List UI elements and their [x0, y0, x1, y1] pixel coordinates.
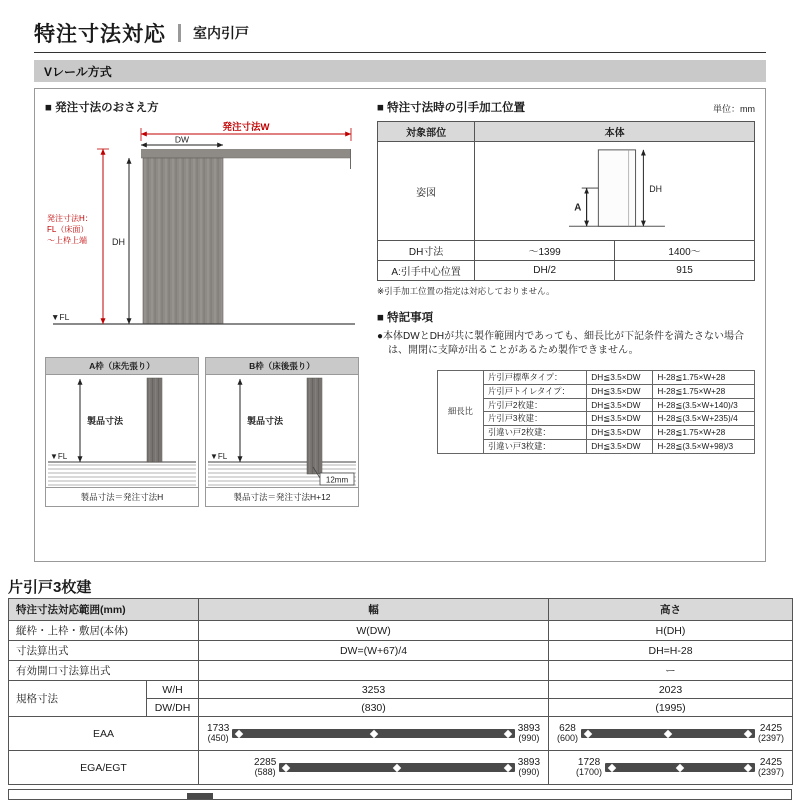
table-row — [438, 371, 755, 385]
row-label-standard: 規格寸法 — [9, 681, 147, 717]
product-dimension-label: 製品寸法 — [247, 416, 284, 426]
document-header — [34, 14, 766, 53]
main-content-box — [34, 88, 766, 562]
ratio-formula-h: H-28≦1.75×W+28 — [653, 371, 755, 385]
range-min-sub: (1700) — [576, 767, 603, 778]
range-bar — [581, 729, 755, 738]
offset-12mm-label: 12mm — [325, 475, 349, 485]
ega-height-range-cell — [549, 751, 793, 785]
standard-width-wh: 3253 — [199, 681, 549, 699]
range-min-sub: (450) — [207, 733, 229, 744]
spec-header-width: 幅 — [199, 599, 549, 621]
frame-a-header: A枠（床先張り） — [46, 358, 198, 375]
door-slab — [307, 378, 322, 474]
ratio-formula-h: H-28≦(3.5×W+140)/3 — [653, 398, 755, 412]
range-min-value: 628 — [559, 722, 576, 734]
ratio-formula-h: H-28≦(3.5×W+98)/3 — [653, 439, 755, 453]
top-rail — [141, 149, 351, 158]
table-row — [9, 661, 793, 681]
table-row — [438, 412, 755, 426]
row-label-opening: 有効開口寸法算出式 — [9, 661, 199, 681]
order-method-column — [45, 99, 363, 551]
body-height-symbol: H(DH) — [549, 621, 793, 641]
range-min-value: 1733 — [207, 722, 230, 734]
row-label-ega-egt: EGA/EGT — [9, 751, 199, 785]
ratio-formula-h: H-28≦1.75×W+28 — [653, 426, 755, 440]
door-outline — [598, 150, 635, 226]
ratio-formula-dw: DH≦3.5×DW — [587, 384, 653, 398]
header-body: 本体 — [475, 122, 755, 142]
range-widget — [552, 724, 789, 744]
spec-range-table — [8, 598, 793, 785]
handle-heading-row — [377, 99, 755, 115]
row-label-center: A:引手中心位置 — [378, 261, 475, 281]
center-value-2: 915 — [615, 261, 755, 281]
spec-header-label: 特注寸法対応範囲(mm) — [9, 599, 199, 621]
dh-label: DH — [112, 237, 125, 247]
ratio-type: 片引戸2枚建： — [484, 398, 587, 412]
figure-cell — [475, 142, 755, 241]
range-min-sub: (588) — [254, 767, 276, 778]
eaa-height-range-cell — [549, 717, 793, 751]
table-row — [9, 681, 793, 699]
ratio-type: 引違い戸3枚建： — [484, 439, 587, 453]
table-row — [438, 384, 755, 398]
ratio-formula-h: H-28≦1.75×W+28 — [653, 384, 755, 398]
ratio-type: 引違い戸2枚建： — [484, 426, 587, 440]
fl-marker: ▼FL — [210, 452, 228, 461]
table-row — [378, 241, 755, 261]
standard-sub-wh: W/H — [147, 681, 199, 699]
table-row — [9, 717, 793, 751]
handle-position-column — [377, 99, 755, 551]
frame-b-caption: 製品寸法＝発注寸法H+12 — [206, 487, 358, 506]
page-title: 特注寸法対応 — [34, 23, 166, 46]
handle-position-heading: ■ 特注寸法時の引手加工位置 — [377, 102, 526, 114]
frame-a-panel — [45, 357, 199, 507]
ratio-formula-dw: DH≦3.5×DW — [587, 371, 653, 385]
frame-a-caption: 製品寸法＝発注寸法H — [46, 487, 198, 506]
range-widget — [202, 758, 545, 778]
range-max — [758, 724, 784, 744]
frame-b-panel — [205, 357, 359, 507]
range-bar — [605, 763, 755, 772]
section-band-v-rail: Vレール方式 — [34, 60, 766, 82]
order-height-label-3: 〜上枠上端 — [47, 236, 87, 245]
row-label-body: 縦枠・上枠・敷居(本体) — [9, 621, 199, 641]
range-min-value: 2285 — [254, 756, 277, 768]
ratio-formula-dw: DH≦3.5×DW — [587, 398, 653, 412]
ratio-type: 片引戸トイレタイプ： — [484, 384, 587, 398]
ratio-table-label: 細長比 — [438, 371, 484, 454]
standard-height-dwdh: (1995) — [549, 699, 793, 717]
range-bar — [279, 763, 515, 772]
table-row — [378, 122, 755, 142]
ratio-type: 片引戸標準タイプ： — [484, 371, 587, 385]
order-method-heading: ■ 発注寸法のおさえ方 — [45, 102, 159, 114]
table-row — [9, 641, 793, 661]
formula-width: DW=(W+67)/4 — [199, 641, 549, 661]
ratio-formula-dw: DH≦3.5×DW — [587, 426, 653, 440]
range-widget — [552, 758, 789, 778]
ratio-type: 片引戸3枚建： — [484, 412, 587, 426]
range-min — [254, 758, 276, 778]
table-row — [9, 599, 793, 621]
header-target-part: 対象部位 — [378, 122, 475, 142]
door-panel — [143, 158, 223, 324]
range-min — [576, 758, 602, 778]
opening-height: ー — [549, 661, 793, 681]
handle-position-table — [377, 121, 755, 281]
range-max-value: 2425 — [759, 756, 783, 768]
range-widget — [202, 724, 545, 744]
door-slab — [147, 378, 162, 462]
dh-range-2: 1400〜 — [615, 241, 755, 261]
range-max — [518, 724, 540, 744]
product-dimension-label: 製品寸法 — [87, 416, 124, 426]
slenderness-ratio-table — [437, 370, 755, 454]
table-row — [9, 751, 793, 785]
range-max-sub: (990) — [518, 767, 540, 778]
spec-section-heading: 片引戸3枚建 — [8, 579, 92, 596]
row-label-eaa: EAA — [9, 717, 199, 751]
order-height-label-1: 発注寸法H： — [47, 214, 93, 223]
table-row — [378, 261, 755, 281]
frame-b-header: B枠（床後張り） — [206, 358, 358, 375]
frame-diagrams — [45, 357, 363, 507]
formula-height: DH=H-28 — [549, 641, 793, 661]
center-value-1: DH/2 — [475, 261, 615, 281]
order-width-label: 発注寸法W — [222, 122, 270, 133]
standard-height-wh: 2023 — [549, 681, 793, 699]
order-height-label-2: FL（床面） — [47, 225, 89, 234]
fl-marker: ▼FL — [51, 312, 70, 322]
ega-width-range-cell — [199, 751, 549, 785]
cropped-next-row — [8, 789, 792, 800]
floor-hatch — [48, 465, 196, 485]
handle-position-figure — [480, 144, 750, 238]
table-row — [438, 398, 755, 412]
row-label-dh: DH寸法 — [378, 241, 475, 261]
range-max — [758, 758, 784, 778]
standard-sub-dwdh: DW/DH — [147, 699, 199, 717]
figure-dh-label: DH — [648, 183, 662, 194]
spec-header-height: 高さ — [549, 599, 793, 621]
title-divider — [178, 24, 181, 42]
range-min — [557, 724, 578, 744]
table-row — [9, 621, 793, 641]
table-row — [438, 426, 755, 440]
eaa-width-range-cell — [199, 717, 549, 751]
page-subtitle: 室内引戸 — [193, 25, 249, 41]
opening-width — [199, 661, 549, 681]
table-row — [378, 142, 755, 241]
handle-note: ※引手加工位置の指定は対応しておりません。 — [377, 286, 555, 296]
order-dimension-diagram — [45, 119, 363, 345]
dh-range-1: 〜1399 — [475, 241, 615, 261]
cropped-range-bar — [187, 793, 213, 800]
range-max-sub: (2397) — [758, 767, 785, 778]
frame-a-diagram — [46, 375, 198, 487]
range-min — [207, 724, 229, 744]
row-label-formula: 寸法算出式 — [9, 641, 199, 661]
ratio-formula-dw: DH≦3.5×DW — [587, 412, 653, 426]
range-max-sub: (990) — [518, 733, 540, 744]
range-max-value: 2425 — [759, 722, 783, 734]
standard-width-dwdh: (830) — [199, 699, 549, 717]
body-width-symbol: W(DW) — [199, 621, 549, 641]
range-max-value: 3893 — [517, 756, 541, 768]
range-min-sub: (600) — [557, 733, 579, 744]
range-max — [518, 758, 540, 778]
range-max-value: 3893 — [517, 722, 541, 734]
special-notes-heading: ■ 特記事項 — [377, 312, 434, 324]
row-label-figure: 姿図 — [378, 142, 475, 241]
frame-b-diagram — [206, 375, 358, 487]
unit-label: 単位：mm — [713, 104, 755, 114]
ratio-formula-dw: DH≦3.5×DW — [587, 439, 653, 453]
ratio-formula-h: H-28≦(3.5×W+235)/4 — [653, 412, 755, 426]
special-notes-bullet: ●本体DWとDHが共に製作範囲内であっても、細長比が下記条件を満たさない場合は、開閉に支障が出ることがあるため製作できません。 — [377, 331, 745, 356]
dw-label: DW — [174, 134, 190, 145]
range-bar — [232, 729, 515, 738]
range-min-value: 1728 — [577, 756, 601, 768]
fl-marker: ▼FL — [50, 452, 68, 461]
figure-a-label: A — [573, 202, 581, 214]
table-row — [438, 439, 755, 453]
range-max-sub: (2397) — [758, 733, 785, 744]
